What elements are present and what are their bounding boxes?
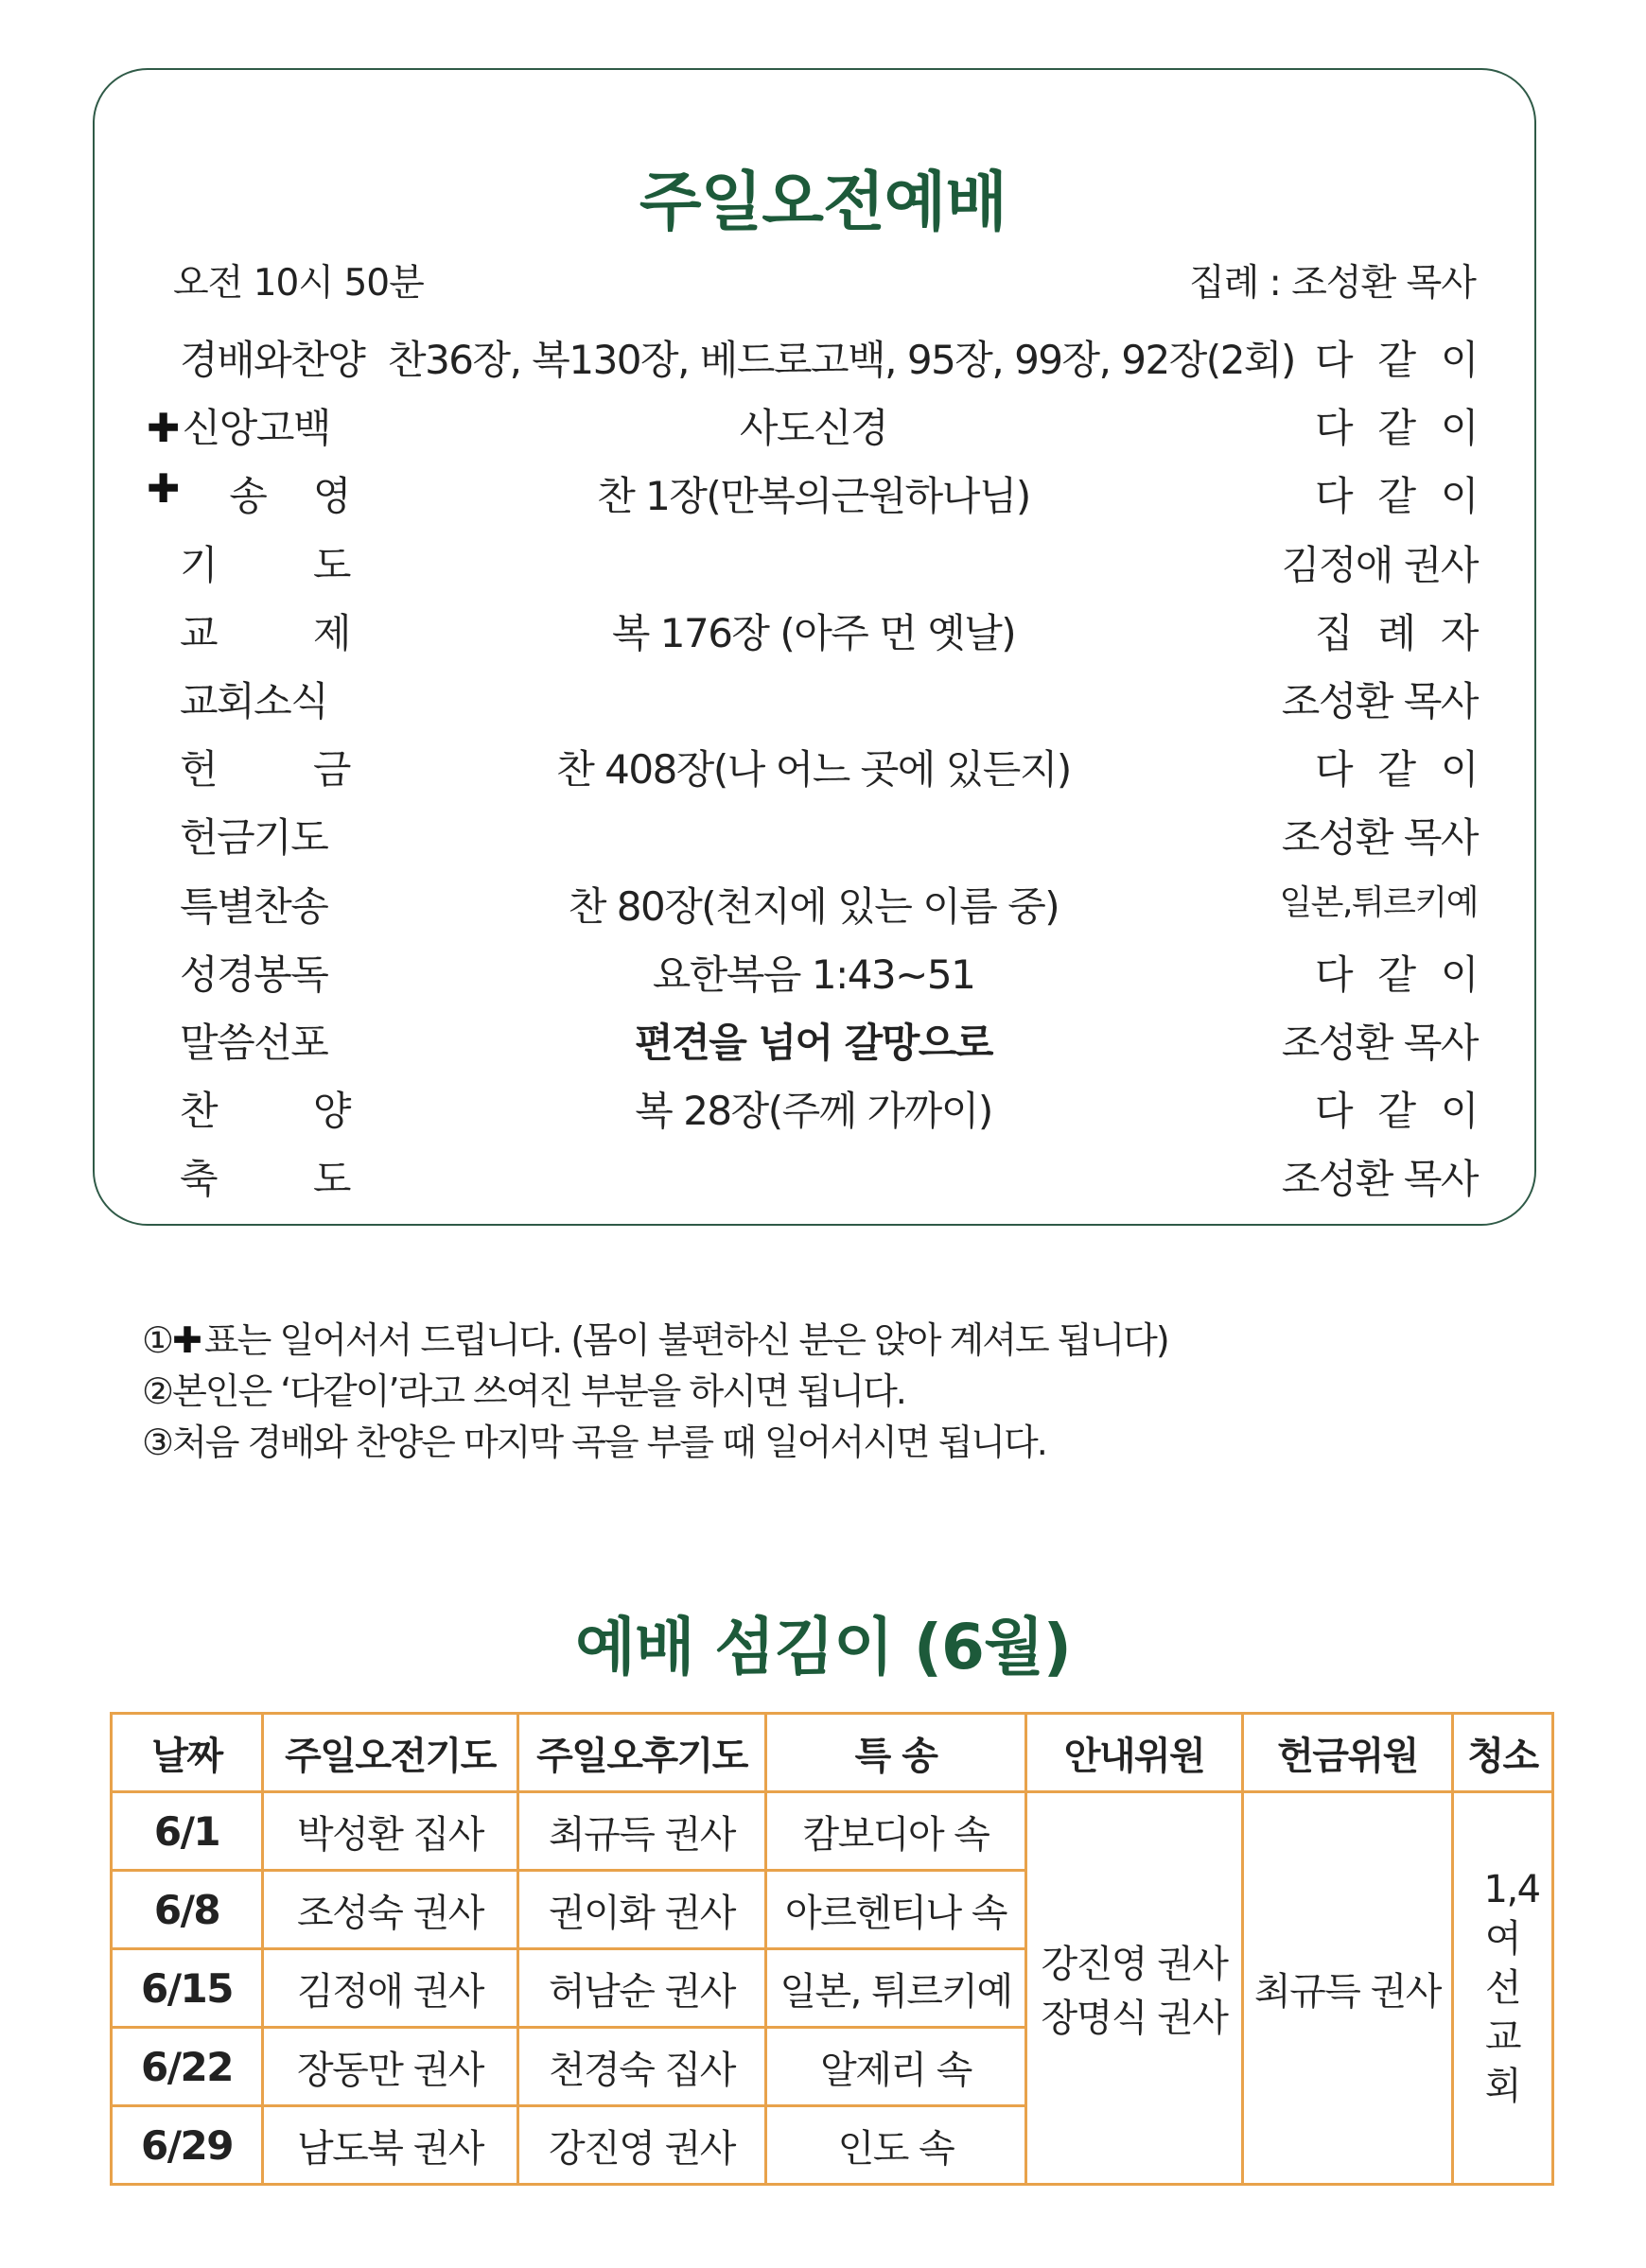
- order-label: [180, 534, 350, 591]
- pm-prayer-cell: 허남순 권사: [518, 1949, 766, 2028]
- table-row: [112, 1792, 1553, 1871]
- am-prayer-cell: 김정애 권사: [263, 1949, 518, 2028]
- header-special-song: 특 송: [766, 1714, 1026, 1792]
- usher-2: 장명식 권사: [1041, 1997, 1228, 2040]
- order-performer-part: 이: [1440, 951, 1478, 998]
- order-performer-part: 같: [1377, 951, 1415, 998]
- order-performer: [1315, 465, 1478, 522]
- order-label-part: 송: [229, 473, 267, 520]
- order-label-part: 도: [312, 541, 350, 588]
- order-performer-part: 이: [1440, 337, 1478, 383]
- order-label-text: 헌금기도: [180, 814, 328, 862]
- cross-icon: ✚: [172, 1319, 201, 1361]
- cross-icon: ✚: [147, 465, 179, 513]
- order-label-text: 특별찬송: [180, 882, 328, 930]
- order-performer-part: 다: [1315, 951, 1353, 998]
- notes: [142, 1315, 1168, 1468]
- order-row: [0, 397, 1646, 465]
- order-content: 편견을 넘어 갈망으로: [635, 1020, 992, 1066]
- header-date: 날짜: [112, 1714, 263, 1792]
- order-row: [0, 602, 1646, 671]
- header-am-prayer: 주일오전기도: [263, 1714, 518, 1792]
- am-prayer-cell: 박성환 집사: [263, 1792, 518, 1871]
- order-label: [180, 1012, 350, 1069]
- pm-prayer-cell: 강진영 권사: [518, 2106, 766, 2185]
- order-performer-part: 같: [1377, 746, 1415, 794]
- table-header-row: [112, 1714, 1553, 1792]
- order-performer: 김정애 권사: [1281, 541, 1478, 588]
- header-cleaning: 청소: [1453, 1714, 1553, 1792]
- am-prayer-cell: 장동만 권사: [263, 2028, 518, 2106]
- offering-cell: 최규득 권사: [1243, 1792, 1453, 2185]
- order-performer-part: 같: [1377, 337, 1415, 383]
- order-performer-part: 이: [1440, 473, 1478, 520]
- order-performer-part: 다: [1315, 746, 1353, 794]
- order-content: 요한복음 1:43~51: [652, 951, 975, 998]
- order-performer: 일본,튀르키예: [1279, 882, 1478, 922]
- order-content: 찬 80장(천지에 있는 이름 중): [568, 882, 1059, 930]
- order-label-text: 신앙고백: [182, 405, 330, 452]
- cleaning-cell: [1453, 1792, 1553, 2185]
- order-performer-part: 이: [1440, 405, 1478, 452]
- usher-1: 강진영 권사: [1041, 1943, 1228, 1986]
- pm-prayer-cell: 권이화 권사: [518, 1871, 766, 1949]
- pm-prayer-cell: 최규득 권사: [518, 1792, 766, 1871]
- order-performer-part: 다: [1315, 473, 1353, 520]
- order-row: [0, 739, 1646, 807]
- order-row: [0, 329, 1646, 397]
- order-performer-part: 같: [1377, 1088, 1415, 1135]
- order-performer: 조성환 목사: [1281, 1156, 1478, 1203]
- order-performer: [1315, 1080, 1478, 1137]
- date-cell: 6/1: [112, 1792, 263, 1871]
- note-2: ②본인은 ‘다같이’라고 쓰여진 부분을 하시면 됩니다.: [142, 1370, 905, 1412]
- order-row: [0, 671, 1646, 739]
- order-performer-part: 집: [1315, 609, 1353, 656]
- special-song-cell: 아르헨티나 속: [766, 1871, 1026, 1949]
- order-performer-part: 다: [1315, 337, 1353, 383]
- order-content: 찬 408장(나 어느 곳에 있든지): [556, 746, 1071, 794]
- order-performer-part: 례: [1377, 609, 1415, 656]
- order-label-text: 성경봉독: [180, 951, 328, 998]
- special-song-cell: 인도 속: [766, 2106, 1026, 2185]
- note-1-number: ①: [142, 1319, 173, 1361]
- order-performer: 조성환 목사: [1281, 678, 1478, 724]
- order-row: [0, 534, 1646, 602]
- order-performer: [1315, 944, 1478, 1001]
- order-label-part: 제: [312, 609, 350, 656]
- order-label: [180, 1080, 350, 1137]
- order-row: [0, 807, 1646, 875]
- order-performer-part: 자: [1440, 609, 1478, 656]
- order-label: [180, 329, 365, 386]
- order-label: [180, 1148, 350, 1205]
- date-cell: 6/15: [112, 1949, 263, 2028]
- date-cell: 6/8: [112, 1871, 263, 1949]
- order-label-part: 기: [180, 541, 218, 588]
- order-label-part: 교: [180, 609, 218, 656]
- order-row: [0, 944, 1646, 1012]
- header-pm-prayer: 주일오후기도: [518, 1714, 766, 1792]
- order-label: [180, 602, 350, 659]
- note-1-text: 표는 일어서서 드립니다. (몸이 불편하신 분은 앉아 계셔도 됩니다): [203, 1319, 1168, 1361]
- order-label: [180, 671, 350, 727]
- worship-title: 주일오전예배: [639, 166, 1007, 240]
- order-label-part: 헌: [180, 746, 218, 794]
- order-performer-part: 같: [1377, 405, 1415, 452]
- order-label-part: 축: [180, 1156, 218, 1203]
- order-row: [0, 1148, 1646, 1216]
- note-3: ③처음 경배와 찬양은 마지막 곡을 부를 때 일어서시면 됩니다.: [142, 1422, 1046, 1463]
- order-performer: 조성환 목사: [1281, 814, 1478, 862]
- order-row: [0, 876, 1646, 944]
- order-performer-part: 다: [1315, 405, 1353, 452]
- order-performer: [1315, 739, 1478, 795]
- header-usher: 안내위원: [1026, 1714, 1243, 1792]
- order-performer-part: 같: [1377, 473, 1415, 520]
- order-content: 복 176장 (아주 먼 옛날): [611, 609, 1016, 656]
- order-label: [180, 876, 350, 933]
- order-label: [180, 944, 350, 1001]
- servants-title: 예배 섬김이 (6월): [575, 1611, 1071, 1684]
- order-performer-part: 이: [1440, 1088, 1478, 1135]
- order-label-text: 경배와찬양: [180, 337, 365, 383]
- order-content: 찬 1장(만복의근원하나님): [597, 473, 1030, 520]
- servants-table: [110, 1712, 1554, 2186]
- order-label-part: 금: [312, 746, 350, 794]
- usher-cell: [1026, 1792, 1243, 2185]
- order-content: 찬36장, 복130장, 베드로고백, 95장, 99장, 92장(2회): [388, 337, 1295, 383]
- order-label: [180, 739, 350, 795]
- order-performer-part: 이: [1440, 746, 1478, 794]
- date-cell: 6/29: [112, 2106, 263, 2185]
- pm-prayer-cell: 천경숙 집사: [518, 2028, 766, 2106]
- order-label: [180, 807, 350, 864]
- special-song-cell: 알제리 속: [766, 2028, 1026, 2106]
- order-performer: 조성환 목사: [1281, 1020, 1478, 1066]
- order-label: [147, 465, 350, 522]
- order-label-text: 말씀선포: [180, 1020, 328, 1066]
- order-row: [0, 1012, 1646, 1080]
- order-performer: [1315, 329, 1478, 386]
- cross-icon: ✚: [147, 405, 179, 452]
- order-label-part: 양: [312, 1088, 350, 1135]
- special-song-cell: 캄보디아 속: [766, 1792, 1026, 1871]
- special-song-cell: 일본, 튀르키예: [766, 1949, 1026, 2028]
- order-content: 사도신경: [739, 405, 888, 452]
- date-cell: 6/22: [112, 2028, 263, 2106]
- order-performer: [1315, 602, 1478, 659]
- header-offering: 헌금위원: [1243, 1714, 1453, 1792]
- worship-time: 오전 10시 50분: [173, 262, 424, 305]
- am-prayer-cell: 남도북 권사: [263, 2106, 518, 2185]
- note-1: [142, 1315, 1168, 1366]
- order-row: [0, 1080, 1646, 1148]
- order-content: 복 28장(주께 가까이): [635, 1088, 992, 1135]
- order-label-part: 찬: [180, 1088, 218, 1135]
- order-label-part: 도: [312, 1156, 350, 1203]
- am-prayer-cell: 조성숙 권사: [263, 1871, 518, 1949]
- order-performer-part: 다: [1315, 1088, 1353, 1135]
- order-performer: [1315, 397, 1478, 454]
- worship-leader: 집례 : 조성환 목사: [1188, 262, 1476, 305]
- order-row: [0, 465, 1646, 533]
- order-label-part: 영: [312, 473, 350, 520]
- cleaning-text: 1,4 여 선 교 회: [1483, 1868, 1540, 2108]
- order-label: [147, 397, 330, 454]
- order-label-text: 교회소식: [180, 678, 328, 724]
